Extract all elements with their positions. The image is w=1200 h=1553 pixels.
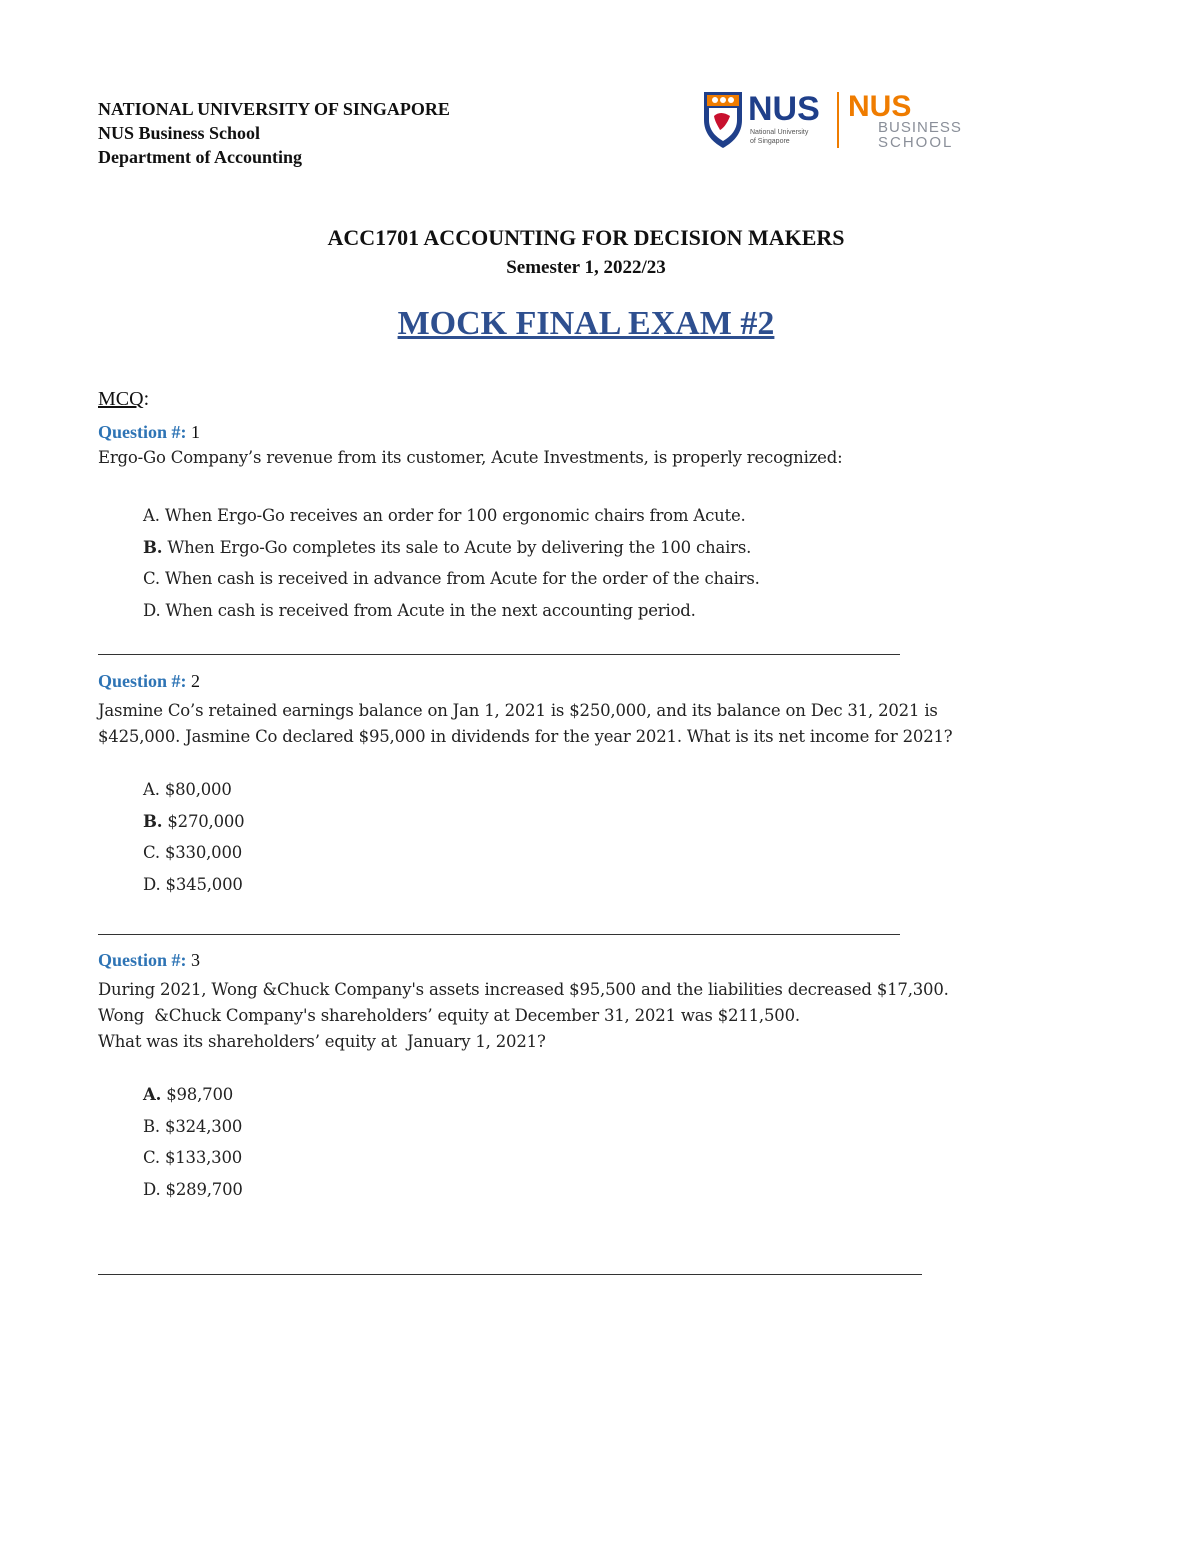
nus-business-school-logo (700, 86, 962, 152)
nus-business-wordmark: NUS (848, 90, 912, 123)
question-header: Question #: 1 (98, 422, 201, 442)
option-c: C. $330,000 (143, 843, 243, 862)
nus-subtext-line2: of Singapore (750, 138, 790, 145)
option-list (98, 500, 842, 626)
section-heading: MCQ: (98, 388, 150, 410)
separator-2 (98, 934, 900, 935)
question-stem-line1: Jasmine Co’s retained earnings balance on Jan 1, 2021 is $250,000, and its balance on Dec 31, 2021 is (98, 701, 938, 720)
question-stem-line1: During 2021, Wong &Chuck Company's assets increased $95,500 and the liabilities decreased $17,300. (98, 980, 949, 999)
exam-title: MOCK FINAL EXAM #2 (397, 305, 775, 342)
school-text: SCHOOL (878, 134, 954, 151)
option-d: D. $345,000 (143, 874, 243, 894)
option-d: D. When cash is received from Acute in the next accounting period. (143, 600, 696, 620)
option-c: C. $133,300 (143, 1148, 243, 1167)
question-header: Question #: 2 (98, 671, 201, 691)
question-stem-line2: Wong &Chuck Company's shareholders’ equity at December 31, 2021 was $211,500. (98, 1006, 800, 1025)
option-list (98, 1079, 949, 1205)
separator-3 (98, 1274, 922, 1275)
institution-block (98, 97, 450, 169)
question-1 (98, 419, 842, 626)
option-a: A. $80,000 (143, 780, 232, 799)
nus-subtext-line1: National University (750, 129, 809, 136)
option-list (98, 774, 952, 900)
institution-name: NATIONAL UNIVERSITY OF SINGAPORE (98, 99, 450, 119)
option-d: D. $289,700 (143, 1179, 243, 1199)
department-name: Department of Accounting (98, 147, 302, 167)
question-3 (98, 947, 949, 1205)
question-stem-line2: $425,000. Jasmine Co declared $95,000 in dividends for the year 2021. What is its net income for 2021? (98, 727, 953, 746)
question-header: Question #: 3 (98, 950, 201, 970)
separator-1 (98, 654, 900, 655)
question-stem-line3: What was its shareholders’ equity at January 1, 2021? (98, 1032, 546, 1051)
option-b: B. When Ergo-Go completes its sale to Acute by delivering the 100 chairs. (143, 537, 752, 557)
business-text: BUSINESS (878, 119, 962, 136)
option-b: B. $324,300 (143, 1116, 243, 1136)
question-stem: Ergo-Go Company’s revenue from its customer, Acute Investments, is properly recognized: (98, 448, 843, 467)
option-a: A. $98,700 (143, 1085, 234, 1104)
question-2 (98, 668, 952, 900)
semester-label: Semester 1, 2022/23 (506, 257, 666, 278)
nus-wordmark: NUS (748, 90, 820, 128)
course-title: ACC1701 ACCOUNTING FOR DECISION MAKERS (327, 225, 845, 250)
option-a: A. When Ergo-Go receives an order for 100 ergonomic chairs from Acute. (143, 506, 746, 525)
option-b: B. $270,000 (143, 811, 245, 831)
school-name: NUS Business School (98, 123, 261, 143)
option-c: C. When cash is received in advance from Acute for the order of the chairs. (143, 569, 760, 588)
nus-crest-icon (704, 92, 742, 148)
